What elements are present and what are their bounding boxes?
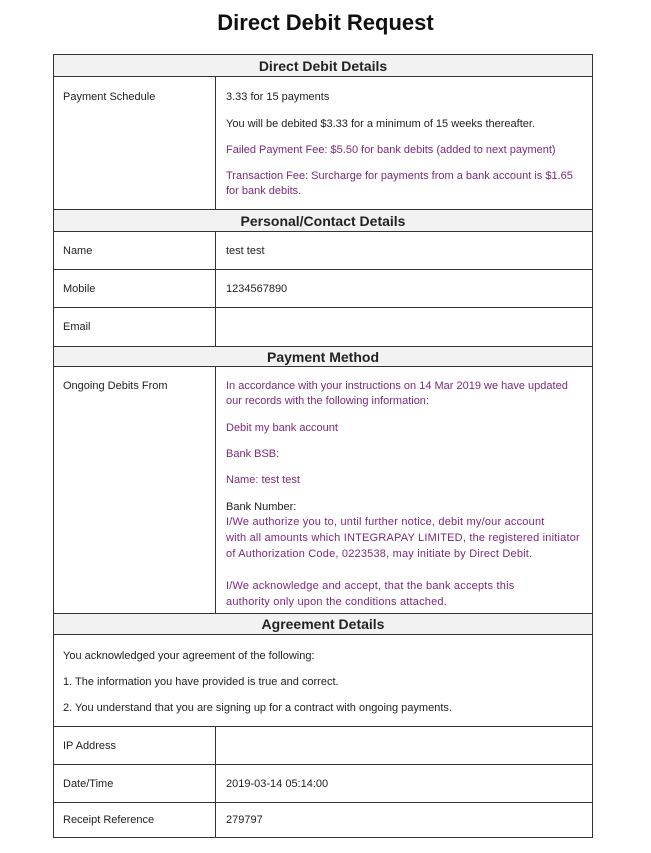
agreement-intro: You acknowledged your agreement of the following: [63, 650, 315, 662]
mobile-row [54, 270, 592, 308]
mobile-value: 1234567890 [226, 282, 288, 295]
datetime-row [54, 765, 592, 803]
section-heading: Personal/Contact Details [240, 212, 406, 229]
ongoing-debits-row [54, 367, 592, 613]
datetime-value: 2019-03-14 05:14:00 [226, 777, 329, 790]
section-heading: Direct Debit Details [258, 57, 388, 74]
receipt-reference-value-cell [216, 803, 592, 837]
agreement-text-block [54, 635, 592, 727]
bank-number-text: Bank Number: [226, 501, 297, 513]
acknowledgement-line-2: authority only upon the conditions attached. [226, 596, 448, 608]
ip-address-label: IP Address [63, 739, 116, 752]
section-header-agreement-details [54, 613, 592, 635]
name-label: Name [63, 244, 93, 257]
name-value-cell [216, 232, 592, 269]
datetime-label: Date/Time [63, 777, 114, 790]
ongoing-debits-label-cell [54, 367, 216, 613]
intro-line-2: our records with the following information: [226, 395, 429, 407]
receipt-reference-row [54, 803, 592, 837]
transaction-fee-line-1: Transaction Fee: Surcharge for payments from a bank account is $1.65 [226, 170, 573, 182]
name-value: test test [226, 244, 265, 257]
ongoing-debits-value-cell [216, 367, 592, 613]
payment-schedule-row [54, 77, 592, 209]
datetime-value-cell [216, 765, 592, 802]
receipt-reference-label-cell [54, 803, 216, 837]
receipt-reference-value: 279797 [226, 814, 263, 826]
email-value-cell [216, 308, 592, 346]
schedule-text: 3.33 for 15 payments [226, 91, 330, 103]
agreement-point-1: 1. The information you have provided is true and correct. [63, 676, 339, 688]
debit-account-text: Debit my bank account [226, 422, 338, 434]
transaction-fee-line-2: for bank debits. [226, 185, 302, 197]
authorization-line-3: of Authorization Code, 0223538, may initiate by Direct Debit. [226, 548, 533, 560]
receipt-reference-label: Receipt Reference [63, 814, 155, 826]
mobile-value-cell [216, 270, 592, 307]
ongoing-debits-label: Ongoing Debits From [63, 380, 168, 392]
section-header-personal-details [54, 209, 592, 232]
mobile-label-cell [54, 270, 216, 307]
intro-line-1: In accordance with your instructions on 14 Mar 2019 we have updated [226, 380, 568, 392]
account-name-text: Name: test test [226, 474, 300, 486]
ip-address-value-cell [216, 727, 592, 764]
name-label-cell [54, 232, 216, 269]
section-heading: Payment Method [266, 348, 379, 365]
name-row [54, 232, 592, 270]
datetime-label-cell [54, 765, 216, 802]
bank-bsb-text: Bank BSB: [226, 448, 280, 460]
agreement-point-2: 2. You understand that you are signing up for a contract with ongoing payments. [63, 702, 452, 714]
page-title: Direct Debit Request [217, 10, 434, 35]
acknowledgement-line-1: I/We acknowledge and accept, that the bank accepts this [226, 580, 515, 592]
section-header-direct-debit-details [54, 55, 592, 77]
direct-debit-form-table [53, 54, 593, 838]
payment-schedule-label: Payment Schedule [63, 91, 156, 103]
email-label: Email [63, 321, 91, 333]
email-label-cell [54, 308, 216, 346]
payment-schedule-value-cell [216, 77, 592, 209]
ip-address-row [54, 727, 592, 765]
email-row [54, 308, 592, 346]
section-heading: Agreement Details [261, 616, 385, 632]
authorization-line-1: I/We authorize you to, until further notice, debit my/our account [226, 516, 545, 528]
section-header-payment-method [54, 346, 592, 367]
failed-fee-note: Failed Payment Fee: $5.50 for bank debits (added to next payment) [226, 144, 556, 156]
ip-address-label-cell [54, 727, 216, 764]
authorization-line-2: with all amounts which INTEGRAPAY LIMITED, the registered initiator [226, 532, 580, 544]
debit-note: You will be debited $3.33 for a minimum of 15 weeks thereafter. [226, 118, 535, 130]
mobile-label: Mobile [63, 282, 96, 295]
payment-schedule-label-cell [54, 77, 216, 209]
